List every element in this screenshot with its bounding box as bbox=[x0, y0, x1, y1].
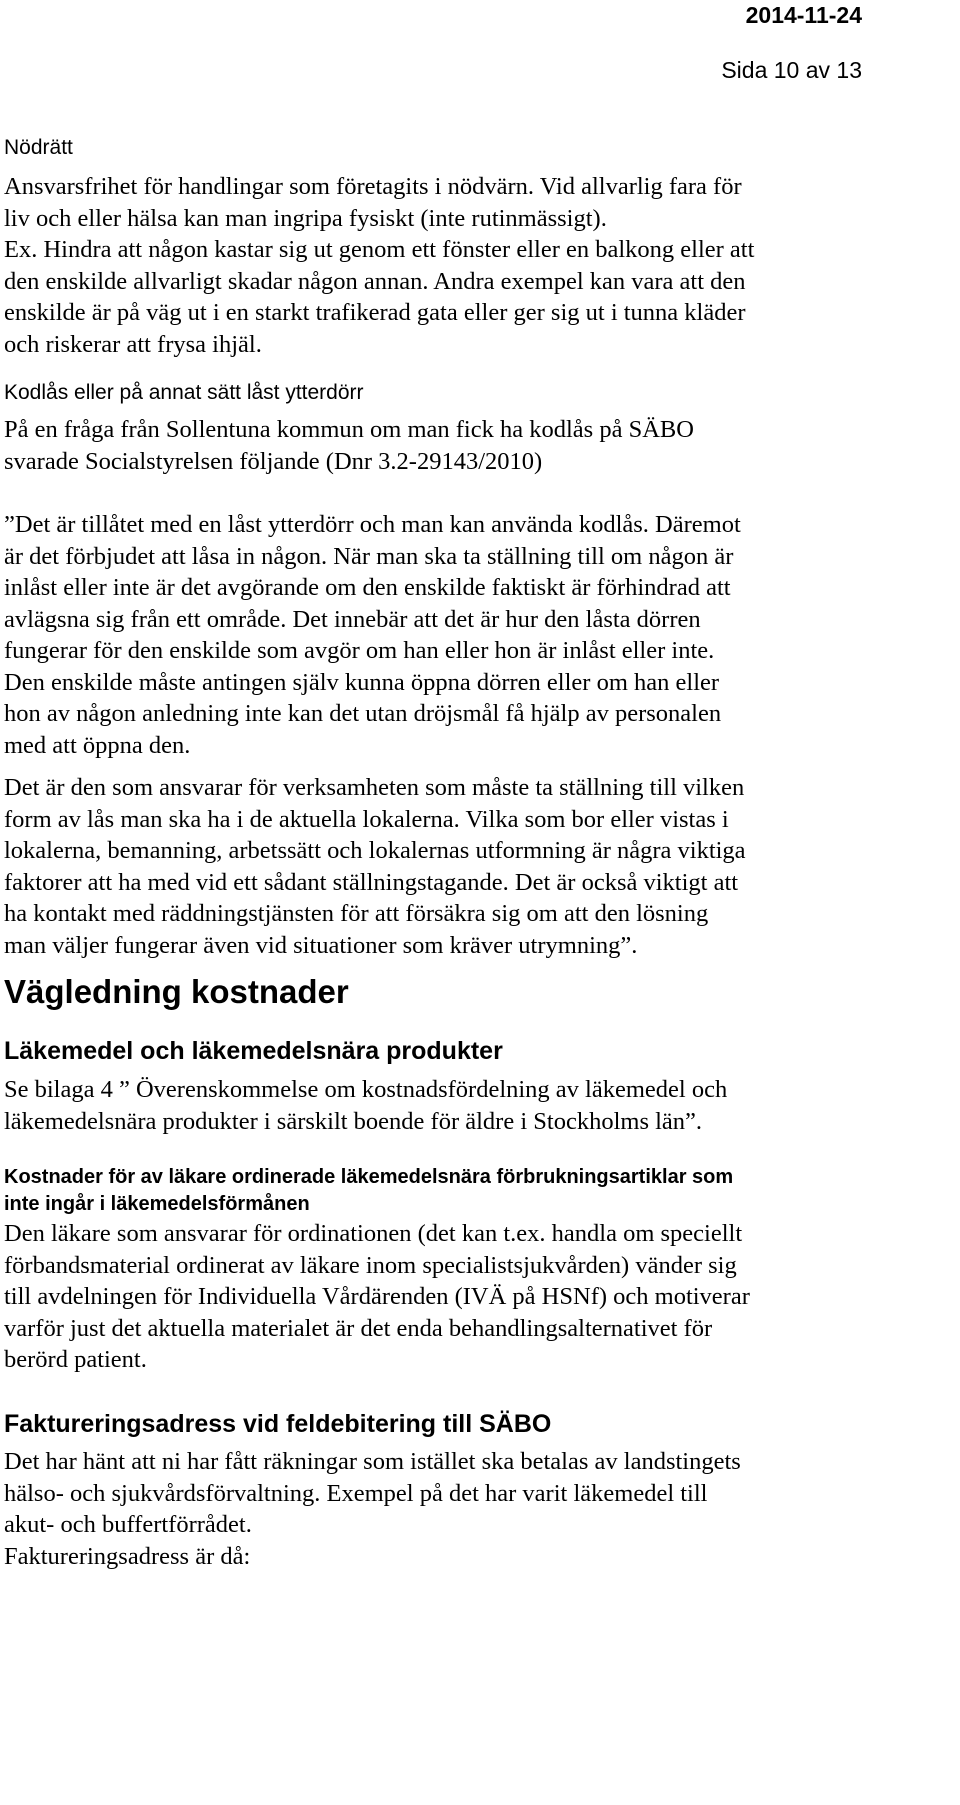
heading-lakemedel: Läkemedel och läkemedelsnära produkter bbox=[4, 1037, 503, 1065]
kostnader-paragraph: Den läkare som ansvarar för ordinationen (det kan t.ex. handla om speciellt förbandsmaterial ordinerat av läkare inom specialistsjukvården) vänder sig till avdelningen för Individuella Vårdärenden (IVÄ på HSNf) och motiverar varför just det aktuella materialet är det enda behandlingsalternativet för berörd patient. bbox=[4, 1220, 750, 1373]
lakemedel-paragraph: Se bilaga 4 ” Överenskommelse om kostnadsfördelning av läkemedel och läkemedelsnära produkter i särskilt boende för äldre i Stockholms län”. bbox=[4, 1076, 728, 1135]
faktura-paragraph: Det har hänt att ni har fått räkningar som istället ska betalas av landstingets hälso- och sjukvårdsförvaltning. Exempel på det har varit läkemedel till akut- och buffertförrådet. Faktureringsadress är då: bbox=[4, 1448, 741, 1570]
kodlas-responsibility-paragraph: Det är den som ansvarar för verksamheten som måste ta ställning till vilken form av lås man ska ha i de aktuella lokalerna. Vilka som bor eller vistas i lokalerna, bemanning, arbetssätt och lokalernas utformning är några viktiga faktorer att ha med vid ett sådant ställningstagande. Det är också viktigt att ha kontakt med räddningstjänsten för att försäkra sig om att den lösning man väljer fungerar även vid situationer som kräver utrymning”. bbox=[4, 774, 746, 959]
heading-faktureringsadress: Faktureringsadress vid feldebitering till SÄBO bbox=[4, 1410, 552, 1438]
header-date: 2014-11-24 bbox=[745, 2, 862, 28]
kodlas-label: Kodlås eller på annat sätt låst ytterdörr bbox=[4, 381, 364, 404]
heading-vagledning-kostnader: Vägledning kostnader bbox=[4, 973, 349, 1010]
nodratt-paragraph: Ansvarsfrihet för handlingar som företagits i nödvärn. Vid allvarlig fara för liv och eller hälsa kan man ingripa fysiskt (inte rutinmässigt). Ex. Hindra att någon kastar sig ut genom ett fönster eller en balkong eller att den enskilde allvarligt skadar någon annan. Andra exempel kan vara att den enskilde är på väg ut i en starkt trafikerad gata eller ger sig ut i tunna kläder och riskerar att frysa ihjäl. bbox=[4, 173, 755, 358]
heading-kostnader-forbrukningsartiklar: Kostnader för av läkare ordinerade läkemedelsnära förbrukningsartiklar som inte ingår i läkemedelsförmånen bbox=[4, 1166, 734, 1215]
kodlas-quote-paragraph: ”Det är tillåtet med en låst ytterdörr och man kan använda kodlås. Däremot är det förbjudet att låsa in någon. När man ska ta ställning till om någon är inlåst eller inte är det avgörande om den enskilde faktiskt är förhindrad att avlägsna sig från ett område. Det innebär att det är hur den låsta dörren fungerar för den enskilde som avgör om han eller hon är inlåst eller inte. Den enskilde måste antingen själv kunna öppna dörren eller om han eller hon av någon anledning inte kan det utan dröjsmål få hjälp av personalen med att öppna den. bbox=[4, 511, 741, 759]
header-page-number: Sida 10 av 13 bbox=[721, 57, 862, 83]
kodlas-intro-paragraph: På en fråga från Sollentuna kommun om man fick ha kodlås på SÄBO svarade Socialstyrelsen följande (Dnr 3.2-29143/2010) bbox=[4, 416, 694, 475]
nodratt-label: Nödrätt bbox=[4, 136, 73, 159]
